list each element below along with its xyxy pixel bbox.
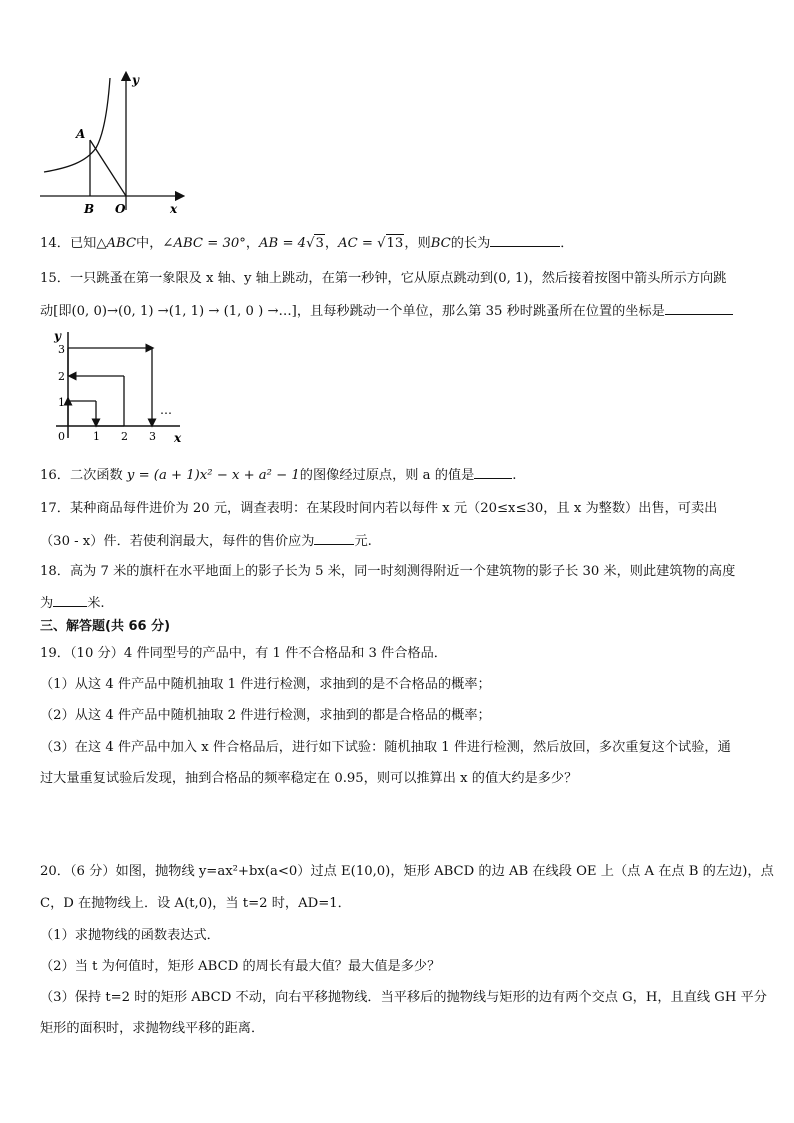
tick-y-2: 2 — [58, 370, 65, 383]
q20-part1: （1）求抛物线的函数表达式． — [40, 928, 220, 943]
q15-line2 — [40, 301, 754, 321]
section-heading: 三、解答题(共 66 分) — [40, 619, 171, 634]
q16-prefix: 16．二次函数 — [40, 468, 127, 483]
q19-stem: 19．（10 分）4 件同型号的产品中，有 1 件不合格品和 3 件合格品． — [40, 646, 447, 661]
q20-line1: 20．（6 分）如图，抛物线 y=ax²+bx(a<0）过点 E(10,0)，矩形 ABCD 的边 AB 在线段 OE 上（点 A 在点 B 的左边)，点 — [40, 864, 774, 879]
q14-sep1: ， — [245, 236, 260, 251]
q14-triangle: △ABC — [96, 236, 137, 251]
q14-sqrt-sign-2: √ — [377, 236, 386, 251]
segment-ao — [90, 140, 126, 196]
q14-ac: AC = — [338, 236, 378, 251]
q16-end: . — [512, 468, 517, 483]
curve — [44, 78, 110, 172]
label-x: x — [174, 431, 182, 445]
q14-answer-blank[interactable] — [490, 233, 560, 247]
q16-answer-blank[interactable] — [474, 465, 512, 479]
q18-answer-blank[interactable] — [53, 593, 87, 607]
tick-x-1: 1 — [93, 430, 100, 443]
q14-sqrt-sign: √ — [306, 236, 315, 251]
ellipsis: … — [160, 403, 172, 417]
tick-x-2: 2 — [121, 430, 128, 443]
q14-mid1: 中， — [136, 236, 163, 251]
q20-line2: C，D 在抛物线上．设 A(t,0)，当 t=2 时，AD=1． — [40, 896, 351, 911]
q18-line2 — [40, 593, 754, 613]
q14-ac-root: 13 — [386, 236, 404, 251]
q17-line1: 17．某种商品每件进价为 20 元，调查表明：在某段时间内若以每件 x 元（20≤x≤30，且 x 为整数）出售，可卖出 — [40, 501, 718, 516]
q20-part3b: 矩形的面积时，求抛物线平移的距离． — [40, 1021, 265, 1036]
label-y: y — [54, 329, 61, 343]
tick-x-3: 3 — [149, 430, 156, 443]
q18-line2-post: 米. — [87, 596, 105, 611]
label-o: O — [115, 202, 126, 215]
q19-part3b: 过大量重复试验后发现，抽到合格品的频率稳定在 0.95，则可以推算出 x 的值大约是多少？ — [40, 771, 578, 786]
q14-ab: AB = 4 — [259, 236, 307, 251]
q20-part2: （2）当 t 为何值时，矩形 ABCD 的周长有最大值？最大值是多少？ — [40, 959, 441, 974]
q19-part1: （1）从这 4 件产品中随机抽取 1 件进行检测，求抽到的是不合格品的概率； — [40, 677, 491, 692]
q14-suffix: 的长为 — [450, 236, 491, 251]
q14-mid2: ，则 — [404, 236, 431, 251]
q14-angle: ∠ABC = 30° — [162, 236, 246, 251]
label-x: x — [170, 202, 178, 215]
q17-answer-blank[interactable] — [314, 531, 354, 545]
q14-end: ． — [560, 236, 574, 251]
label-b: B — [84, 202, 95, 215]
q19-part2: （2）从这 4 件产品中随机抽取 2 件进行检测，求抽到的都是合格品的概率； — [40, 708, 491, 723]
jump-figure-15 — [50, 326, 200, 446]
label-a: A — [76, 127, 86, 141]
tick-x-0: 0 — [58, 430, 65, 443]
q14-sep2: ， — [324, 236, 339, 251]
q19-part3a: （3）在这 4 件产品中加入 x 件合格品后，进行如下试验：随机抽取 1 件进行检测，然后放回，多次重复这个试验，通 — [40, 740, 731, 755]
q15-answer-blank[interactable] — [665, 301, 733, 315]
tick-y-1: 1 — [58, 396, 65, 409]
q15-line1: 15．一只跳蚤在第一象限及 x 轴、y 轴上跳动，在第一秒钟，它从原点跳动到(0, 1)，然后接着按图中箭头所示方向跳 — [40, 271, 727, 286]
q20-part3a: （3）保持 t=2 时的矩形 ABCD 不动，向右平移抛物线．当平移后的抛物线与矩形的边有两个交点 G，H，且直线 GH 平分 — [40, 990, 767, 1005]
graph-figure-13 — [38, 70, 188, 215]
q16-suffix: 的图像经过原点，则 a 的值是 — [299, 468, 475, 483]
question-14 — [40, 233, 754, 253]
q18-line2-pre: 为 — [40, 596, 54, 611]
q14-prefix: 14．已知 — [40, 236, 97, 251]
q16-formula: y = (a + 1)x² − x + a² − 1 — [126, 468, 300, 483]
q14-ab-root: 3 — [315, 236, 324, 251]
q17-line2-post: 元. — [354, 534, 372, 549]
q15-line2-text: 动[即(0, 0)→(0, 1) →(1, 1) → (1, 0 ) →…]，且每秒跳动一个单位，那么第 35 秒时跳蚤所在位置的坐标是 — [40, 304, 665, 319]
tick-y-3: 3 — [58, 343, 65, 356]
question-16 — [40, 465, 754, 485]
q14-bc: BC — [430, 236, 451, 251]
q17-line2 — [40, 531, 754, 551]
q18-line1: 18．高为 7 米的旗杆在水平地面上的影子长为 5 米，同一时刻测得附近一个建筑物的影子长 30 米，则此建筑物的高度 — [40, 564, 736, 579]
q17-line2-pre: （30 - x）件．若使利润最大，每件的售价应为 — [40, 534, 315, 549]
label-y: y — [132, 73, 139, 87]
